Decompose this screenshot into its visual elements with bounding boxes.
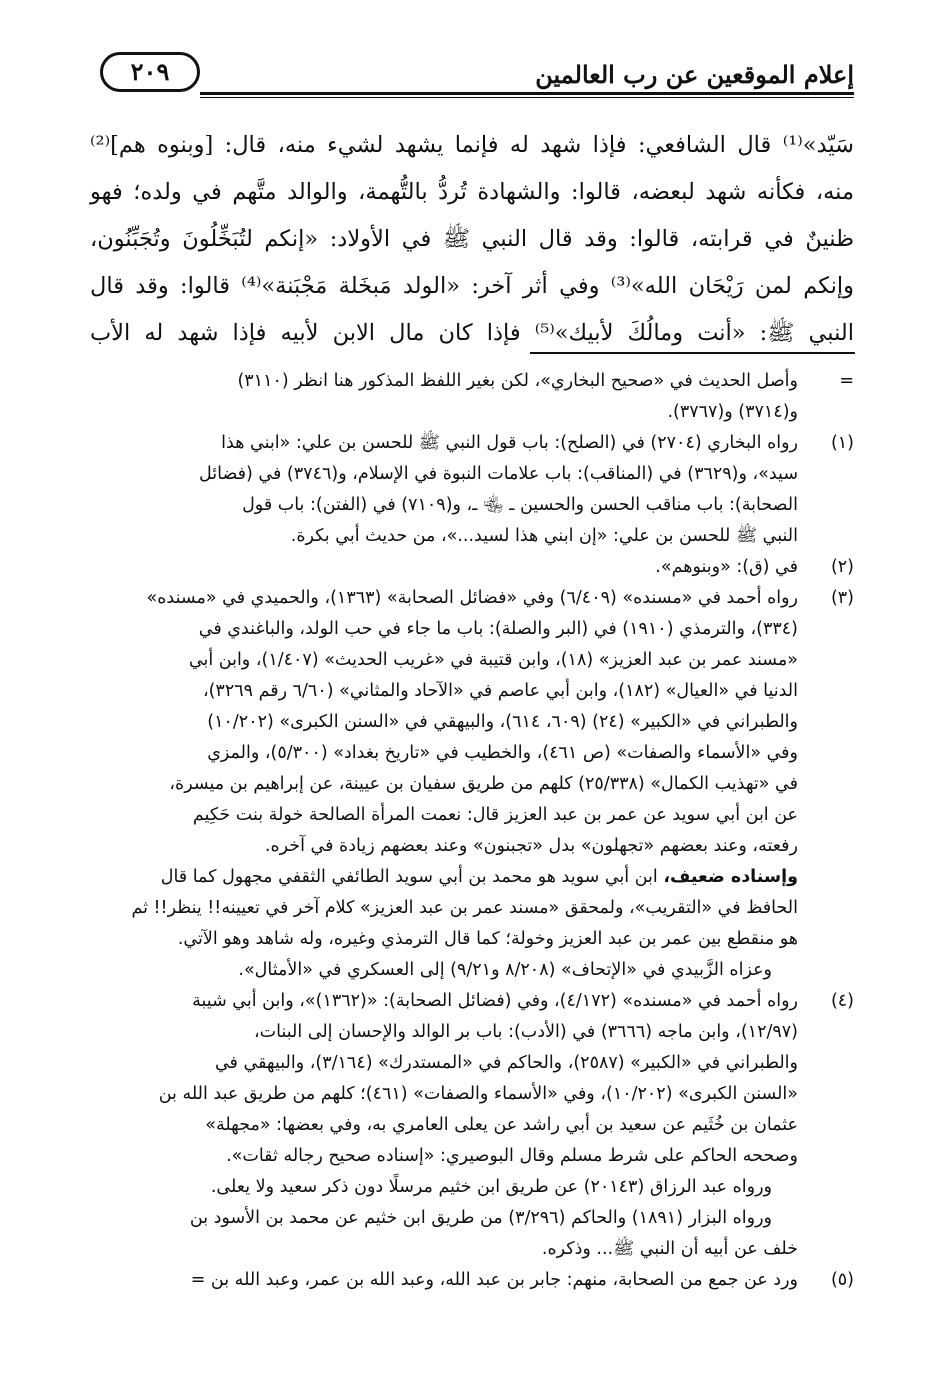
footnote-number: = <box>839 371 854 391</box>
footnote-line: ورواه البزار (١٨٩١) والحاكم (٣/٢٩٦) من طريق ابن خثيم عن محمد بن الأسود بن <box>189 1208 772 1228</box>
footnote-line: عثمان بن خُثَيم عن سعيد بن أبي راشد عن يعلى العامري به، وفي بعضها: «مجهلة» <box>205 1115 798 1135</box>
footnote-line: والطبراني في «الكبير» (٢٤) (٦٠٩، ٦١٤)، والبيهقي في «السنن الكبرى» (١٠/٢٠٢) <box>207 712 798 732</box>
bold-lead: وإسناده ضعيف، <box>663 867 798 887</box>
footnote-number: (١) <box>830 433 854 453</box>
footnote-line: رفعته، وعند بعضهم «تجهلون» بدل «تجبنون» وعند بعضهم زيادة في آخره. <box>264 836 798 856</box>
header-rule-thick <box>200 92 854 95</box>
main-line: ظنينٌ في قرابته، قالوا: وقد قال النبي ﷺ في الأولاد: «إنكم لتُبَخِّلُونَ وتُجَبِّنُون، <box>90 226 854 252</box>
footnote-continuation <box>60 366 854 428</box>
footnote-line: ورواه عبد الرزاق (٢٠١٤٣) عن طريق ابن خثيم مرسلًا دون ذكر سعيد ولا يعلى. <box>210 1177 772 1197</box>
page-number: ٢٠٩ <box>100 52 200 92</box>
footnote-3-comment <box>60 862 854 986</box>
footnote-line: رواه أحمد في «مسنده» (٤/١٧٢)، وفي (فضائل الصحابة): «(١٣٦٢)»، وابن أبي شيبة <box>192 991 798 1011</box>
footnote-line: في (ق): «وبنوهم». <box>655 557 798 577</box>
footnote-4 <box>60 986 854 1265</box>
footnote-line: «مسند عمر بن عبد العزيز» (١٨)، وابن قتيبة في «غريب الحديث» (١/٤٠٧)، وابن أبي <box>188 650 798 670</box>
footnote-separator <box>530 352 855 354</box>
main-text <box>90 122 854 357</box>
footnote-line: (١٢/٩٧)، وابن ماجه (٣٦٦٦) في (الأدب): باب بر الوالد والإحسان إلى البنات، <box>253 1022 798 1042</box>
footnotes <box>60 366 854 1296</box>
main-line: وإنكم لمن رَيْحَان الله»⁽³⁾ وفي أثر آخر: «الولد مَبخَلة مَجْبَنة»⁽⁴⁾ قالوا: وقد قال <box>90 273 855 299</box>
footnote-line: الحافظ في «التقريب»، ولمحقق «مسند عمر بن عبد العزيز» كلام آخر في تعيينه!! ينظر!! ثم <box>131 898 798 918</box>
footnote-5 <box>60 1265 854 1296</box>
footnote-line: سيد»، و(٣٦٢٩) في (المناقب): باب علامات النبوة في الإسلام، و(٣٧٤٦) في (فضائل <box>199 464 798 484</box>
main-line: منه، فكأنه شهد لبعضه، قالوا: والشهادة تُردُّ بالتُّهمة، والوالد متَّهم في ولده؛ فهو <box>90 179 854 205</box>
footnote-1 <box>60 428 854 552</box>
header-rule-thin <box>200 97 854 98</box>
main-line: سَيّد»⁽¹⁾ قال الشافعي: فإذا شهد له فإنما يشهد لشيء منه، قال: [وبنوه هم]⁽²⁾ <box>90 132 854 158</box>
running-title: إعلام الموقعين عن رب العالمين <box>535 60 854 89</box>
footnote-number: (٢) <box>830 557 854 577</box>
footnote-line: وصححه الحاكم على شرط مسلم وقال البوصيري: «إسناده صحيح رجاله ثقات». <box>226 1146 798 1166</box>
footnote-line: والطبراني في «الكبير» (٢٥٨٧)، والحاكم في «المستدرك» (٣/١٦٤)، والبيهقي في <box>214 1053 798 1073</box>
footnote-line: الدنيا في «العيال» (١٨٢)، وابن أبي عاصم في «الآحاد والمثاني» (٦/٦٠ رقم ٣٢٦٩)، <box>202 681 798 701</box>
footnote-number: (٣) <box>830 588 854 608</box>
footnote-2 <box>60 552 854 583</box>
footnote-line <box>60 862 798 893</box>
footnote-line: رواه البخاري (٢٧٠٤) في (الصلح): باب قول النبي ﷺ للحسن بن علي: «ابني هذا <box>221 433 798 453</box>
footnote-line: (٣٣٤)، والترمذي (١٩١٠) في (البر والصلة): باب ما جاء في حب الولد، والباغندي في <box>198 619 798 639</box>
footnote-line: في «تهذيب الكمال» (٢٥/٣٣٨) كلهم من طريق سفيان بن عيينة، عن إبراهيم بن ميسرة، <box>169 774 798 794</box>
footnote-line: عن ابن أبي سويد عن عمر بن عبد العزيز قال: نعمت المرأة الصالحة خولة بنت حَكِيم <box>192 805 798 825</box>
footnote-line: وأصل الحديث في «صحيح البخاري»، لكن بغير اللفظ المذكور هنا انظر (٣١١٠) <box>237 371 798 391</box>
footnote-line: الصحابة): باب مناقب الحسن والحسين ـ ﵄ ـ، و(٧١٠٩) في (الفتن): باب قول <box>242 495 798 515</box>
footnote-line: «السنن الكبرى» (١٠/٢٠٢)، وفي «الأسماء والصفات» (٤٦١)؛ كلهم من طريق عبد الله بن <box>158 1084 798 1104</box>
footnote-line: وفي «الأسماء والصفات» (ص ٤٦١)، والخطيب في «تاريخ بغداد» (٥/٣٠٠)، والمزي <box>207 743 798 763</box>
footnote-line: وعزاه الزَّبيدي في «الإتحاف» (٨/٢٠٨ و٩/٢١) إلى العسكري في «الأمثال». <box>238 960 772 980</box>
page-header <box>100 48 854 98</box>
footnote-number: (٥) <box>830 1270 854 1290</box>
footnote-line: خلف عن أبيه أن النبي ﷺ... وذكره. <box>541 1239 798 1259</box>
footnote-number: (٤) <box>830 991 854 1011</box>
main-line: النبي ﷺ: «أنت ومالُكَ لأبيك»⁽⁵⁾ فإذا كان مال الابن لأبيه فإذا شهد له الأب <box>90 320 854 346</box>
footnote-line: رواه أحمد في «مسنده» (٦/٤٠٩) وفي «فضائل الصحابة» (١٣٦٣)، والحميدي في «مسنده» <box>146 588 798 608</box>
footnote-line: ورد عن جمع من الصحابة، منهم: جابر بن عبد الله، وعبد الله بن عمر، وعبد الله بن = <box>190 1270 798 1290</box>
footnote-line: النبي ﷺ للحسن بن علي: «إن ابني هذا لسيد...»، من حديث أبي بكرة. <box>290 526 798 546</box>
footnote-line: و(٣٧١٤) و(٣٧٦٧). <box>667 402 798 422</box>
footnote-text: ابن أبي سويد هو محمد بن أبي سويد الطائفي الثقفي مجهول كما قال <box>160 867 664 887</box>
footnote-3 <box>60 583 854 862</box>
footnote-line: هو منقطع بين عمر بن عبد العزيز وخولة؛ كما قال الترمذي وغيره، وله شاهد وهو الآتي. <box>177 929 798 949</box>
